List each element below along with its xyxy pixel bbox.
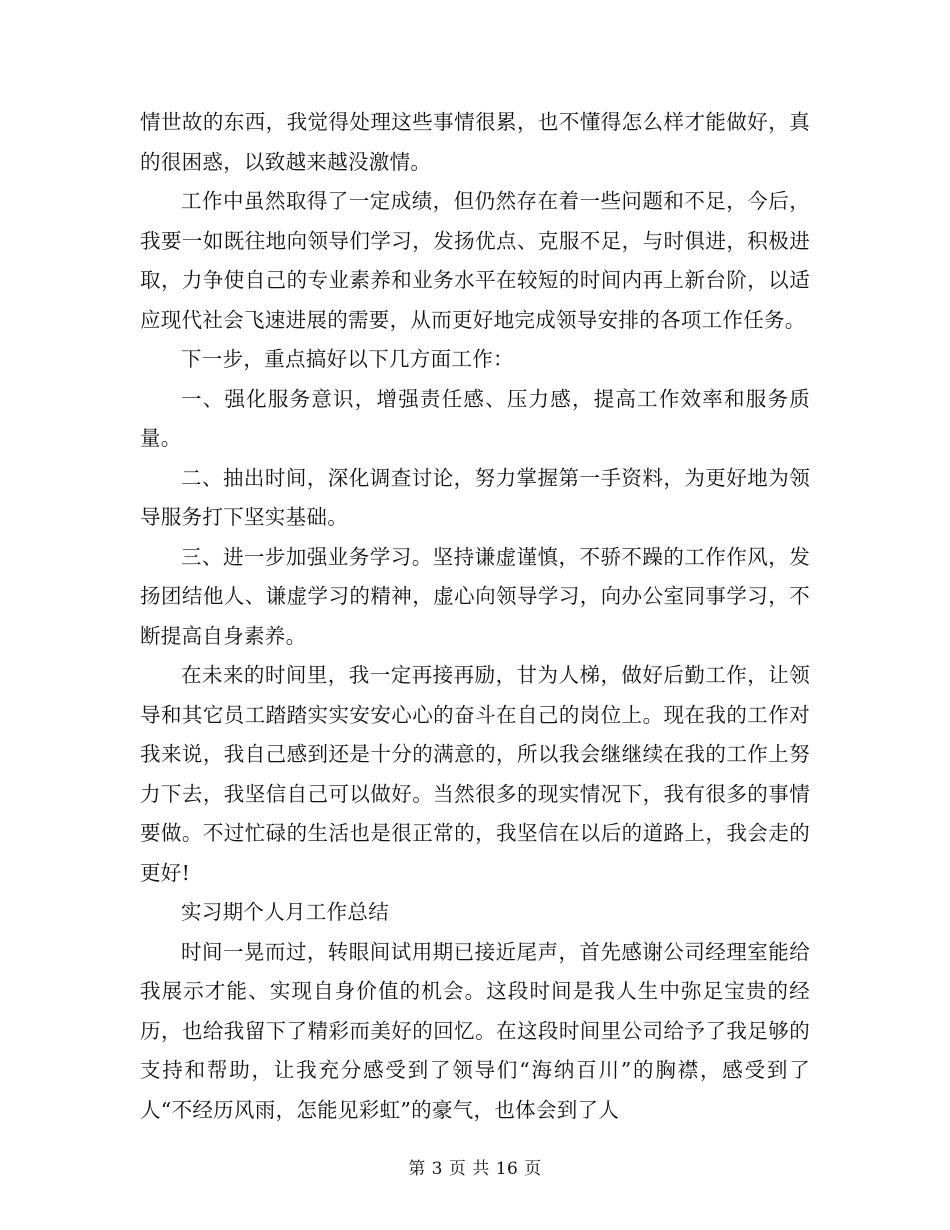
document-body bbox=[140, 103, 810, 1130]
paragraph-continuation: 情世故的东西，我觉得处理这些事情很累，也不懂得怎么样才能做好，真的很困惑，以致越来越没激情。 bbox=[140, 110, 810, 174]
page-number-footer: 第 3 页 共 16 页 bbox=[408, 1159, 542, 1179]
paragraph-future: 在未来的时间里，我一定再接再励，甘为人梯，做好后勤工作，让领导和其它员工踏踏实实安安心心的奋斗在自己的岗位上。现在我的工作对我来说，我自己感到还是十分的满意的，所以我会继继续在我的工作上努力下去，我坚信自己可以做好。当然很多的现实情况下，我有很多的事情要做。不过忙碌的生活也是很正常的，我坚信在以后的道路上，我会走的更好! bbox=[140, 663, 810, 885]
paragraph-item-three: 三、进一步加强业务学习。坚持谦虚谨慎，不骄不躁的工作作风，发扬团结他人、谦虚学习的精神，虚心向领导学习，向办公室同事学习，不断提高自身素养。 bbox=[140, 544, 810, 648]
paragraph-item-two: 二、抽出时间，深化调查讨论，努力掌握第一手资料，为更好地为领导服务打下坚实基础。 bbox=[140, 465, 810, 529]
section-heading: 实习期个人月工作总结 bbox=[181, 900, 389, 924]
paragraph-item-one: 一、强化服务意识，增强责任感、压力感，提高工作效率和服务质量。 bbox=[140, 386, 810, 450]
paragraph-shortcomings: 工作中虽然取得了一定成绩，但仍然存在着一些问题和不足，今后，我要一如既往地向领导们学习，发扬优点、克服不足，与时俱进，积极进取，力争使自己的专业素养和业务水平在较短的时间内再上新台阶，以适应现代社会飞速进展的需要，从而更好地完成领导安排的各项工作任务。 bbox=[140, 189, 810, 332]
paragraph-next-steps-intro: 下一步，重点搞好以下几方面工作： bbox=[181, 347, 514, 371]
paragraph-internship-summary: 时间一晃而过，转眼间试用期已接近尾声，首先感谢公司经理室能给我展示才能、实现自身价值的机会。这段时间是我人生中弥足宝贵的经历，也给我留下了精彩而美好的回忆。在这段时间里公司给予了我足够的支持和帮助，让我充分感受到了领导们“海纳百川”的胸襟，感受到了 人“不经历风雨，怎能见彩虹”的豪气，也体会到了人 bbox=[140, 939, 810, 1122]
